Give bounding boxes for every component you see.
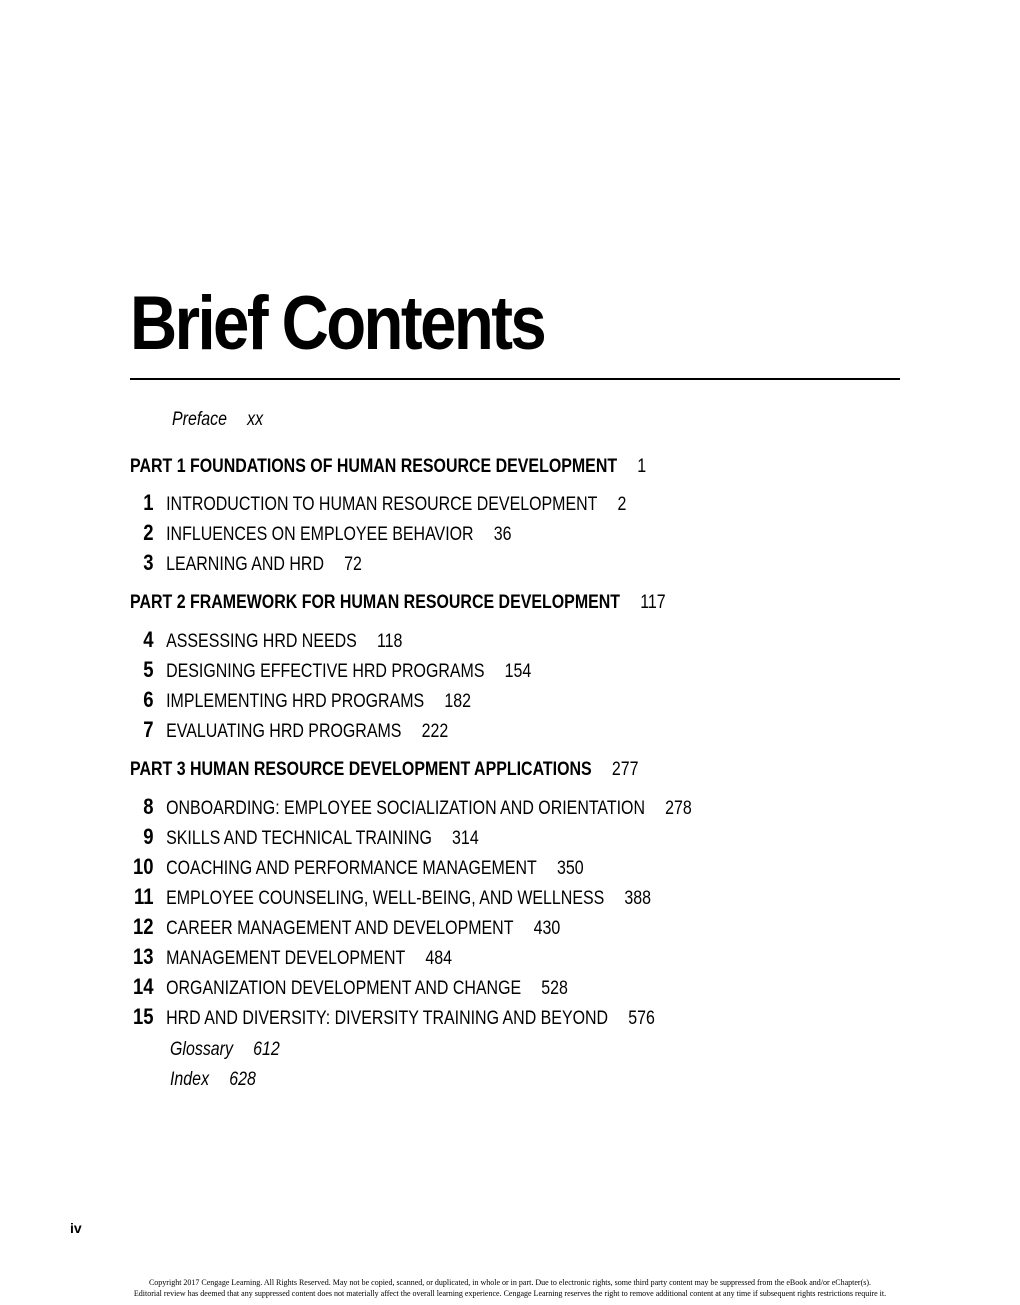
chapter-page: 154: [504, 661, 532, 682]
copyright-line-1: Copyright 2017 Cengage Learning. All Rights Reserved. May not be copied, scanned, or duplicated, in whole or in part. Due to electronic rights, some third party content may be suppressed from the eBook and/or eChapter(s).: [148, 1278, 872, 1287]
page-title: Brief Contents: [130, 281, 545, 366]
toc-entry-page: xx: [247, 409, 264, 430]
chapter-page: 388: [624, 888, 652, 909]
chapter-page: 576: [628, 1008, 655, 1029]
toc-entry-page: 612: [253, 1039, 280, 1060]
chapter-page: 72: [344, 554, 362, 575]
chapter-number: 8: [143, 794, 154, 819]
copyright-line-2: Editorial review has deemed that any suppressed content does not materially affect the overall learning experience. Cengage Learning reserves the right to remove additional content at any time if subsequent rights restrictions require it.: [133, 1289, 887, 1298]
toc-chapter-15[interactable]: [130, 1005, 655, 1031]
chapter-title: INTRODUCTION TO HUMAN RESOURCE DEVELOPMENT: [166, 494, 598, 515]
toc-entry-label: Glossary: [170, 1039, 233, 1060]
chapter-page: 528: [541, 978, 568, 999]
chapter-number: 14: [132, 974, 154, 999]
page-folio: iv: [70, 1220, 82, 1236]
chapter-number: 4: [143, 627, 154, 652]
chapter-number: 2: [143, 520, 154, 545]
toc-chapter-13[interactable]: [130, 945, 452, 971]
chapter-page: 222: [421, 721, 449, 742]
chapter-page: 484: [425, 948, 453, 969]
chapter-page: 278: [665, 798, 692, 819]
title-rule: [130, 378, 900, 380]
copyright-notice: [0, 1277, 1020, 1299]
toc-part-label: PART 3 HUMAN RESOURCE DEVELOPMENT APPLICATIONS: [130, 759, 592, 780]
chapter-title: INFLUENCES ON EMPLOYEE BEHAVIOR: [166, 524, 474, 545]
chapter-number: 3: [143, 550, 154, 575]
chapter-title: ONBOARDING: EMPLOYEE SOCIALIZATION AND ORIENTATION: [166, 798, 645, 819]
toc-entry-label: Index: [170, 1069, 210, 1090]
toc-chapter-14[interactable]: [130, 975, 568, 1001]
toc-chapter-3[interactable]: [130, 551, 362, 577]
toc-chapter-7[interactable]: [130, 718, 448, 744]
toc-part-3[interactable]: [130, 758, 638, 782]
chapter-number: 10: [132, 854, 154, 879]
chapter-title: SKILLS AND TECHNICAL TRAINING: [166, 828, 432, 849]
chapter-number: 11: [133, 884, 154, 909]
toc-chapter-2[interactable]: [130, 521, 511, 547]
toc-chapter-12[interactable]: [130, 915, 560, 941]
toc-entry-index[interactable]: [170, 1068, 256, 1092]
toc-entry-label: Preface: [172, 409, 228, 430]
toc-part-page: 1: [637, 456, 647, 477]
chapter-number: 13: [132, 944, 154, 969]
chapter-title: CAREER MANAGEMENT AND DEVELOPMENT: [166, 918, 514, 939]
chapter-title: LEARNING AND HRD: [166, 554, 324, 575]
toc-chapter-6[interactable]: [130, 688, 471, 714]
chapter-title: ASSESSING HRD NEEDS: [166, 631, 357, 652]
toc-part-page: 277: [611, 759, 639, 780]
toc-entry-glossary[interactable]: [170, 1038, 280, 1062]
chapter-page: 182: [444, 691, 471, 712]
chapter-number: 5: [143, 657, 154, 682]
toc-part-2[interactable]: [130, 591, 666, 615]
chapter-page: 430: [533, 918, 561, 939]
toc-part-page: 117: [640, 592, 666, 613]
chapter-number: 7: [143, 717, 154, 742]
chapter-number: 6: [143, 687, 154, 712]
chapter-page: 2: [617, 494, 627, 515]
chapter-title: EVALUATING HRD PROGRAMS: [166, 721, 402, 742]
chapter-title: DESIGNING EFFECTIVE HRD PROGRAMS: [166, 661, 485, 682]
toc-chapter-5[interactable]: [130, 658, 531, 684]
chapter-title: IMPLEMENTING HRD PROGRAMS: [166, 691, 425, 712]
chapter-title: HRD AND DIVERSITY: DIVERSITY TRAINING AND BEYOND: [166, 1008, 609, 1029]
toc-chapter-10[interactable]: [130, 855, 584, 881]
chapter-number: 12: [132, 914, 154, 939]
chapter-page: 118: [376, 631, 403, 652]
toc-entry-page: 628: [229, 1069, 256, 1090]
chapter-number: 1: [143, 490, 154, 515]
toc-part-1[interactable]: [130, 455, 646, 479]
chapter-number: 9: [143, 824, 154, 849]
toc-chapter-8[interactable]: [130, 795, 692, 821]
toc-entry-preface[interactable]: [172, 408, 263, 432]
chapter-number: 15: [132, 1004, 154, 1029]
chapter-title: EMPLOYEE COUNSELING, WELL-BEING, AND WELLNESS: [166, 888, 605, 909]
chapter-page: 36: [493, 524, 512, 545]
chapter-page: 314: [452, 828, 479, 849]
toc-chapter-4[interactable]: [130, 628, 402, 654]
chapter-title: MANAGEMENT DEVELOPMENT: [166, 948, 406, 969]
chapter-page: 350: [556, 858, 584, 879]
toc-chapter-1[interactable]: [130, 491, 626, 517]
toc-chapter-9[interactable]: [130, 825, 479, 851]
toc-part-label: PART 2 FRAMEWORK FOR HUMAN RESOURCE DEVELOPMENT: [130, 592, 621, 613]
chapter-title: COACHING AND PERFORMANCE MANAGEMENT: [166, 858, 537, 879]
chapter-title: ORGANIZATION DEVELOPMENT AND CHANGE: [166, 978, 522, 999]
toc-chapter-11[interactable]: [130, 885, 651, 911]
toc-part-label: PART 1 FOUNDATIONS OF HUMAN RESOURCE DEVELOPMENT: [130, 456, 618, 477]
